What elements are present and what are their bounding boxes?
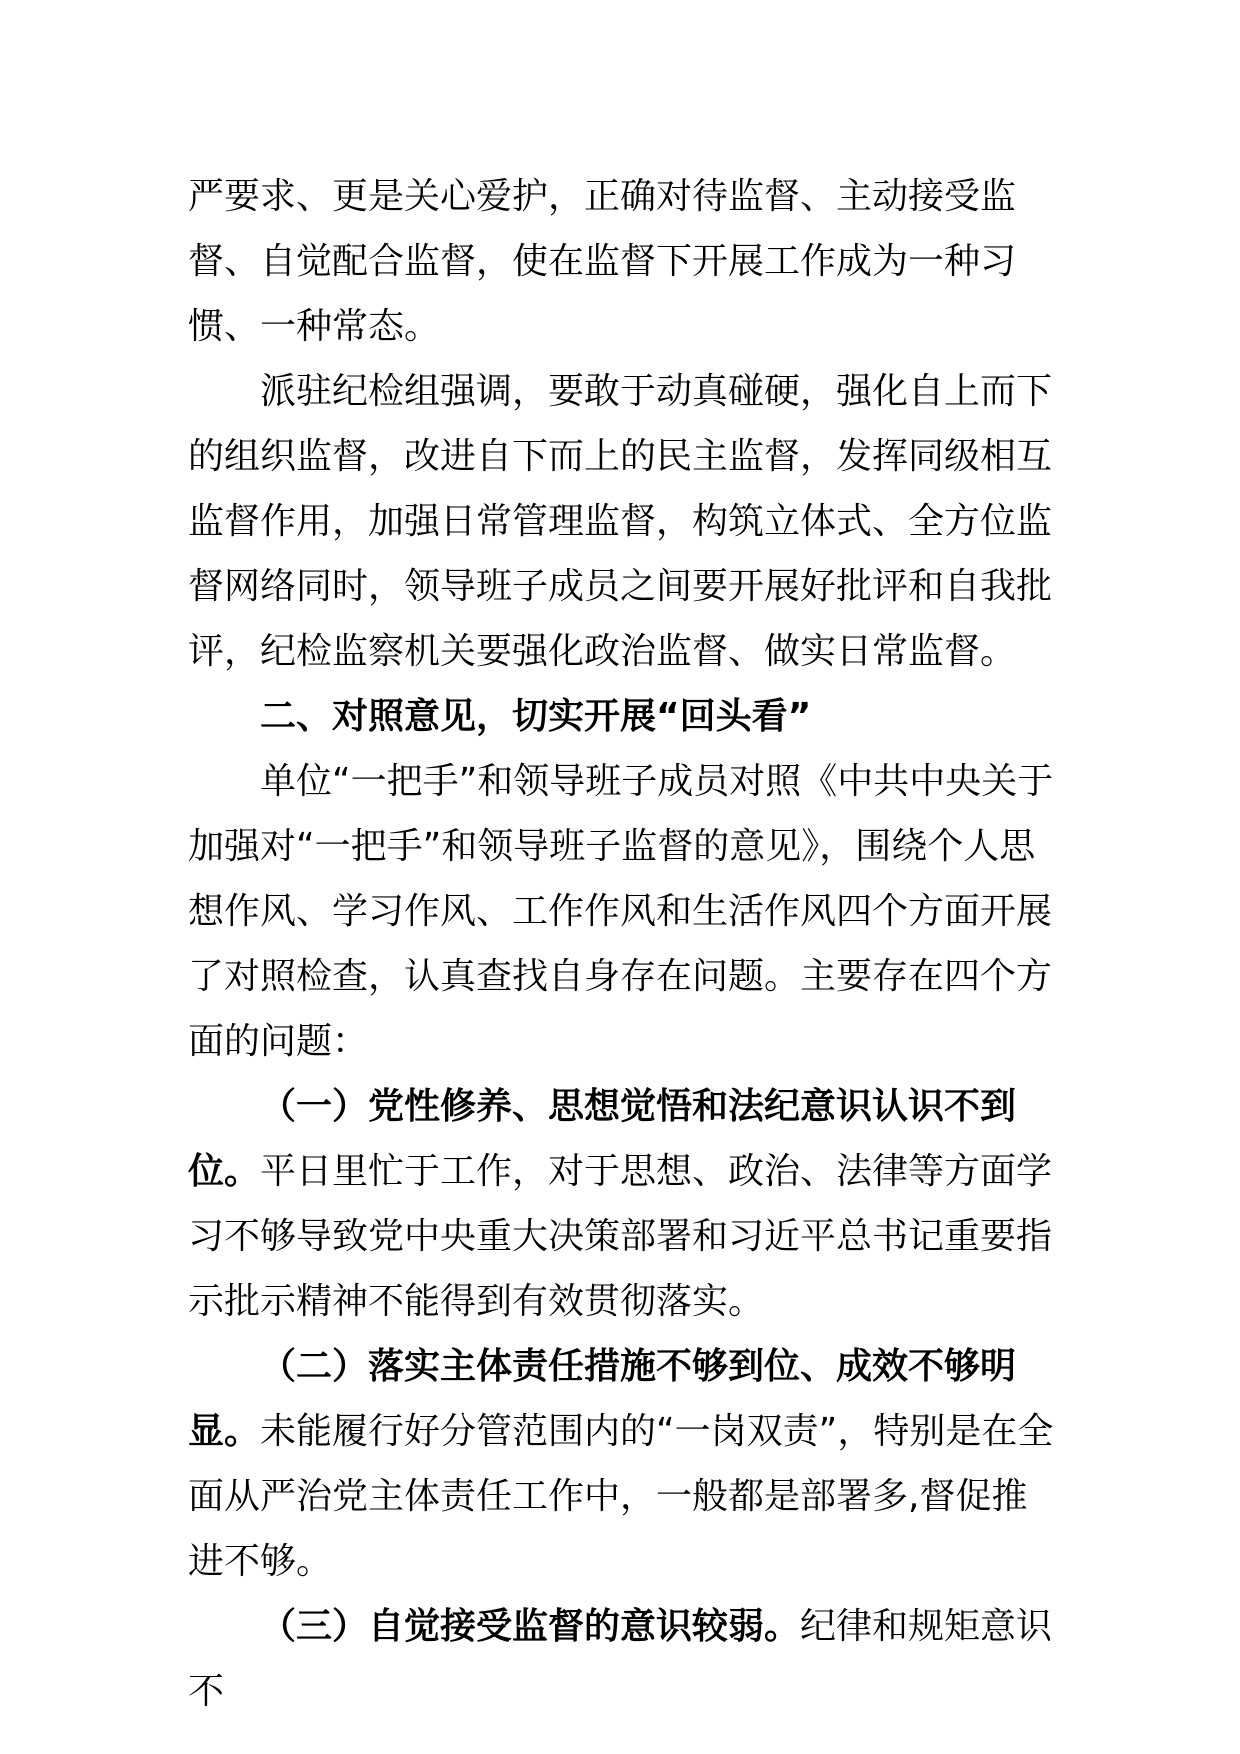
subsection-title: （一）党性修养、思想觉悟和法纪意识认识不到位。 <box>188 1086 1017 1192</box>
subsection-title: （二）落实主体责任措施不够到位、成效不够明显。 <box>188 1346 1017 1452</box>
subsection-1 <box>188 1074 1058 1334</box>
subsection-body: 未能履行好分管范围内的“一岗双责”，特别是在全面从严治党主体责任工作中，一般都是部署多,督促推进不够。 <box>188 1411 1054 1582</box>
subsection-3 <box>188 1594 1058 1724</box>
paragraph-text: 派驻纪检组强调，要敢于动真碰硬，强化自上而下的组织监督，改进自下而上的民主监督，发挥同级相互监督作用，加强日常管理监督，构筑立体式、全方位监督网络同时，领导班子成员之间要开展好批评和自我批评，纪检监察机关要强化政治监督、做实日常监督。 <box>188 371 1053 672</box>
subsection-2 <box>188 1334 1058 1594</box>
section-heading-text: 二、对照意见，切实开展“回头看” <box>260 696 812 737</box>
paragraph-text: 严要求、更是关心爱护，正确对待监督、主动接受监督、自觉配合监督，使在监督下开展工作成为一种习惯、一种常态。 <box>188 176 1017 347</box>
paragraph-self-check <box>188 749 1058 1074</box>
section-heading-2 <box>188 684 1058 749</box>
document-body <box>188 164 1058 1724</box>
paragraph-supervision-attitude <box>188 164 1058 359</box>
subsection-title: （三）自觉接受监督的意识较弱。 <box>260 1606 801 1647</box>
paragraph-text: 单位“一把手”和领导班子成员对照《中共中央关于加强对“一把手”和领导班子监督的意见》，围绕个人思想作风、学习作风、工作作风和生活作风四个方面开展了对照检查，认真查找自身存在问题。主要存在四个方面的问题： <box>188 761 1054 1062</box>
paragraph-discipline-group <box>188 359 1058 684</box>
subsection-body: 纪律和规矩意识不 <box>188 1606 1053 1712</box>
subsection-body: 平日里忙于工作，对于思想、政治、法律等方面学习不够导致党中央重大决策部署和习近平总书记重要指示批示精神不能得到有效贯彻落实。 <box>188 1151 1053 1322</box>
